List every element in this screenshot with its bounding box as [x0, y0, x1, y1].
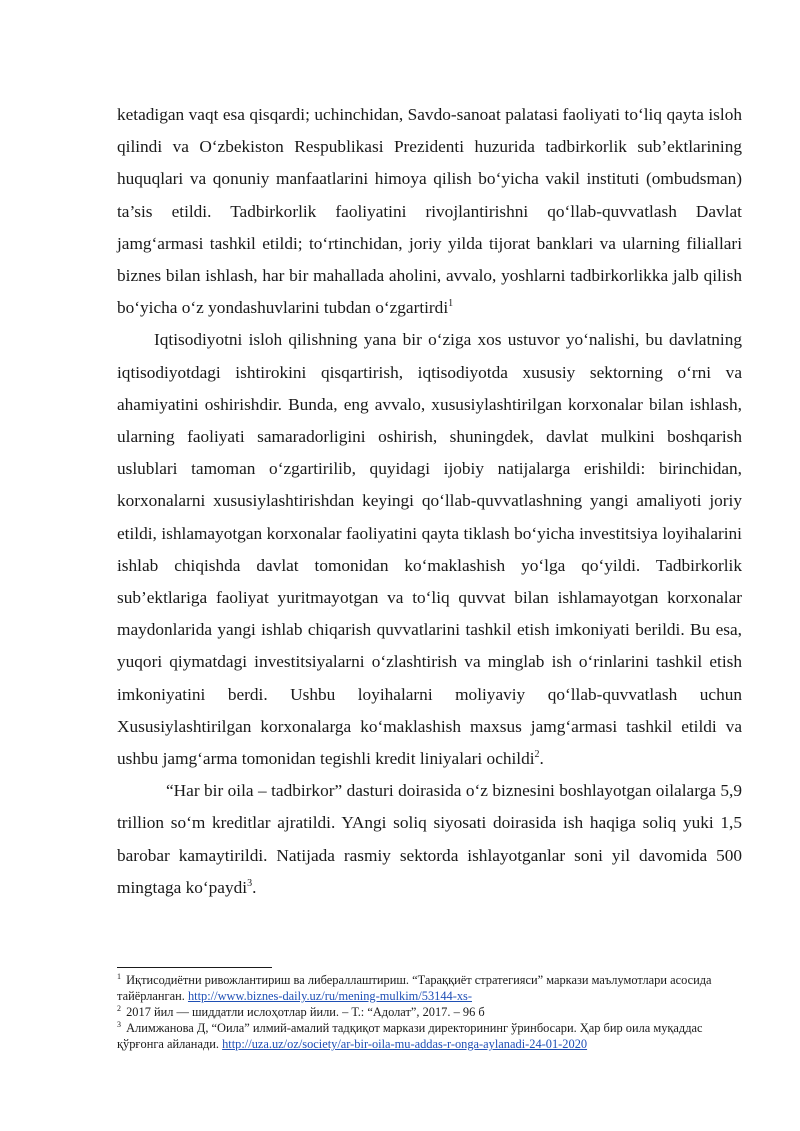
footnotes — [117, 972, 742, 1052]
footnote-3 — [117, 1020, 742, 1052]
footnote-reference[interactable]: 2 — [534, 749, 540, 761]
footnote-link[interactable]: http://www.biznes-daily.uz/ru/mening-mulkim/53144-xs- — [187, 989, 472, 1003]
footnote-text: Алимжанова Д, “Оила” илмий-амалий тадқиқот маркази директорининг ўринбосари. Ҳар бир оила муқаддас қўрғонга айланади. — [117, 1021, 703, 1051]
footnote-2 — [117, 1004, 742, 1020]
paragraph-continuation — [117, 99, 742, 324]
body-text — [117, 99, 742, 904]
footnote-reference[interactable]: 3 — [247, 878, 253, 890]
paragraph-text: ketadigan vaqt esa qisqardi; uchinchidan, Savdo-sanoat palatasi faoliyati to‘liq qayta isloh qilindi va O‘zbekiston Respublikasi Prezidenti huzurida tadbirkorlik sub’ektlarining huquqlari va qonuniy manfaatlarini himoya qilish bo‘yicha vakil instituti (ombudsman) ta’sis etildi. Tadbirkorlik faoliyatini rivojlantirishni qo‘llab-quvvatlash Davlat jamg‘armasi tashkil etildi; to‘rtinchidan, joriy yilda tijorat banklari va ularning filiallari biznes bilan ishlash, har bir mahallada aholini, avvalo, yoshlarni tadbirkorlikka jalb qilish bo‘yicha o‘z yondashuvlarini tubdan o‘zgartirdi — [117, 105, 742, 318]
paragraph-trailing: . — [252, 877, 257, 897]
footnote-reference[interactable]: 1 — [448, 298, 454, 310]
paragraph-text: “Har bir oila – tadbirkor” dasturi doirasida o‘z biznesini boshlayotgan oilalarga 5,9 trillion so‘m kreditlar ajratildi. YAngi soliq siyosati doirasida ish haqiga soliq yuki 1,5 barobar kamaytirildi. Natijada rasmiy sektorda ishlayotganlar soni yil davomida 500 mingtaga ko‘paydi — [117, 781, 742, 897]
footnote-number: 1 — [117, 971, 121, 981]
footnote-link[interactable]: http://uza.uz/oz/society/ar-bir-oila-mu-addas-r-onga-aylanadi-24-01-2020 — [222, 1037, 588, 1051]
footnote-number: 2 — [117, 1003, 121, 1013]
footnote-number: 3 — [117, 1019, 121, 1029]
paragraph-economic-reform: Iqtisodiyotni isloh qilishning yana bir o‘ziga xos ustuvor yo‘nalishi, bu davlatning iqtisodiyotdagi ishtirokini qisqartirish, iqtisodiyotda xususiy sektorning o‘rni va ahamiyatini oshirishdir. Bunda, eng avvalo, xususiylashtirilgan korxonalar bilan ishlash, ularning faoliyati samaradorligini oshirish, shuningdek, davlat mulkini boshqarish uslublari tamoman o‘zgartirilib, quyidagi ijobiy natijalarga erishildi: birinchidan, korxonalarni xususiylashtirishdan keyingi qo‘llab-quvvatlashning yangi amaliyoti joriy etildi, ishlamayotgan korxonalar faoliyatini qayta tiklash bo‘yicha investitsiya loyihalarini ishlab chiqishda davlat tomonidan ko‘maklashish yo‘lga qo‘yildi. Tadbirkorlik sub’ektlariga faoliyat yuritmayotgan va to‘liq quvvat bilan ishlamayotgan korxonalar maydonlarida yangi ishlab chiqarish quvvatlarini tashkil etish imkoniyati berildi. Bu esa, yuqori qiymatdagi investitsiyalarni o‘zlashtirish va minglab ish o‘rinlarini tashkil etish imkoniyatini berdi. Ushbu loyihalarni moliyaviy qo‘llab-quvvatlash uchun Xususiylashtirilgan korxonalarga ko‘maklashish maxsus jamg‘armasi tashkil etildi va ushbu jamg‘arma tomonidan tegishli kredit liniyalari ochildi$^2$. — [117, 330, 742, 769]
footnote-separator — [117, 967, 272, 968]
paragraph-family-business — [117, 775, 742, 904]
paragraph-text: Iqtisodiyotni isloh qilishning yana bir o‘ziga xos ustuvor yo‘nalishi, bu davlatning iqtisodiyotdagi ishtirokini qisqartirish, iqtisodiyotda xususiy sektorning o‘rni va ahamiyatini oshirishdir. Bunda, eng avvalo, xususiylashtirilgan korxonalar bilan ishlash, ularning faoliyati samaradorligini oshirish, shuningdek, davlat mulkini boshqarish uslublari tamoman o‘zgartirilib, quyidagi ijobiy natijalarga erishildi: birinchidan, korxonalarni xususiylashtirishdan keyingi qo‘llab-quvvatlashning yangi amaliyoti joriy etildi, ishlamayotgan korxonalar faoliyatini qayta tiklash bo‘yicha investitsiya loyihalarini ishlab chiqishda davlat tomonidan ko‘maklashish yo‘lga qo‘yildi. Tadbirkorlik sub’ektlariga faoliyat yuritmayotgan va to‘liq quvvat bilan ishlamayotgan korxonalar maydonlarida yangi ishlab chiqarish quvvatlarini tashkil etish imkoniyati berildi. Bu esa, yuqori qiymatdagi investitsiyalarni o‘zlashtirish va minglab ish o‘rinlarini tashkil etish imkoniyatini berdi. Ushbu loyihalarni moliyaviy qo‘llab-quvvatlash uchun Xususiylashtirilgan korxonalarga ko‘maklashish maxsus jamg‘armasi tashkil etildi va ushbu jamg‘arma tomonidan tegishli kredit liniyalari ochildi — [117, 330, 742, 769]
footnote-text: Иқтисодиётни ривожлантириш ва либераллаштириш. “Тараққиёт стратегияси” маркази маълумотлари асосида тайёрланган. — [117, 973, 712, 1003]
footnote-1 — [117, 972, 742, 1004]
footnote-text: 2017 йил — шиддатли ислоҳотлар йили. – Т.: “Адолат”, 2017. – 96 б — [126, 1005, 485, 1019]
